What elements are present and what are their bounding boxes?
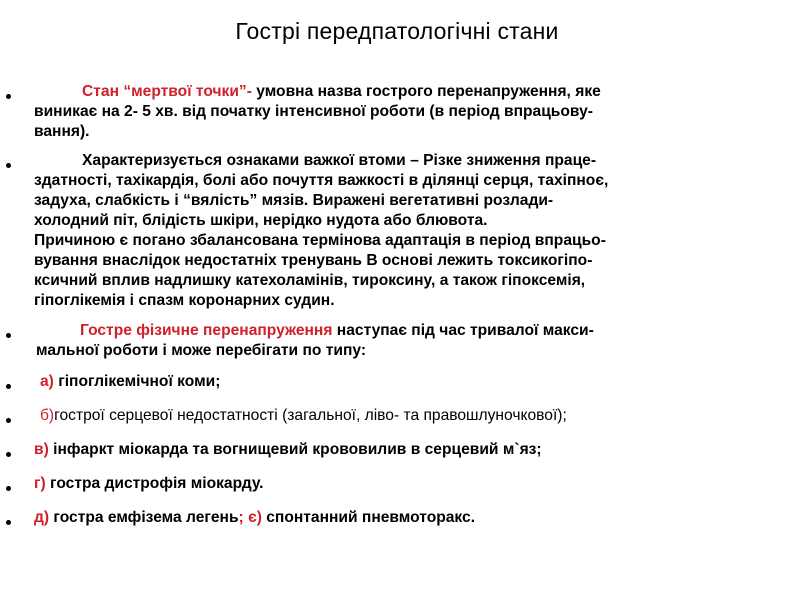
item-text: спонтанний пневмоторакс. (261, 509, 476, 526)
symptoms-line: гіпоглікемія і спазм коронарних судин. (34, 292, 335, 309)
list-item (40, 406, 567, 426)
bullet-icon (6, 452, 11, 457)
item-text: гостра дистрофія міокарду. (45, 475, 264, 492)
item-marker: в) (34, 441, 49, 458)
symptoms-line: вування внаслідок недостатніх тренувань В основі лежить токсикогіпо- (34, 252, 593, 269)
overstrain-term: Гостре фізичне перенапруження (80, 322, 333, 339)
symptoms-line: холодний піт, блідість шкіри, нерідко нудота або блювота. (34, 212, 488, 229)
item-marker: д) (34, 509, 50, 526)
overstrain-definition: наступає під час тривалої макси- (332, 322, 594, 339)
dead-point-line-2: виникає на 2- 5 хв. від початку інтенсивної роботи (в період впрацьову- (34, 103, 593, 120)
bullet-icon (6, 418, 11, 423)
paragraph-symptoms (34, 151, 608, 311)
dead-point-line-3: вання). (34, 123, 90, 140)
list-item (34, 474, 263, 494)
bullet-icon (6, 520, 11, 525)
symptoms-line: здатності, тахікардія, болі або почуття важкості в ділянці серця, тахіпноє, (34, 172, 609, 189)
paragraph-overstrain (36, 321, 594, 361)
bullet-icon (6, 486, 11, 491)
symptoms-line: ксичний вплив надлишку катехоламінів, тироксину, а також гіпоксемія, (34, 272, 586, 289)
list-item (34, 508, 475, 528)
item-separator: ; (238, 509, 244, 526)
symptoms-line: Характеризується ознаками важкої втоми – Різке зниження праце- (82, 152, 597, 169)
bullet-icon (6, 384, 11, 389)
item-marker: а) (40, 373, 54, 390)
item-text: гострої серцевої недостатності (загальної, ліво- та правошлуночкової); (54, 407, 567, 424)
bullet-icon (6, 333, 11, 338)
bullet-icon (6, 94, 11, 99)
bullet-icon (6, 163, 11, 168)
item-text: гостра емфізема легень (49, 509, 239, 526)
list-item (40, 372, 220, 392)
item-text: гіпоглікемічної коми; (53, 373, 221, 390)
symptoms-line: Причиною є погано збалансована термінова адаптація в період впрацьо- (34, 232, 606, 249)
dead-point-definition: умовна назва гострого перенапруження, яке (251, 83, 601, 100)
overstrain-line-2: мальної роботи і може перебігати по типу: (36, 342, 367, 359)
page-title: Гострі передпатологічні стани (235, 18, 559, 44)
dead-point-term: Стан “мертвої точки”- (82, 83, 252, 100)
paragraph-dead-point (34, 82, 601, 142)
item-marker: г) (34, 475, 46, 492)
list-item (34, 440, 542, 460)
item-marker: є) (243, 509, 262, 526)
item-text: інфаркт міокарда та вогнищевий крововилив в серцевий м`яз; (48, 441, 542, 458)
symptoms-line: задуха, слабкість і “вялість” мязів. Виражені вегетативні розлади- (34, 192, 554, 209)
item-marker: б) (40, 407, 55, 424)
